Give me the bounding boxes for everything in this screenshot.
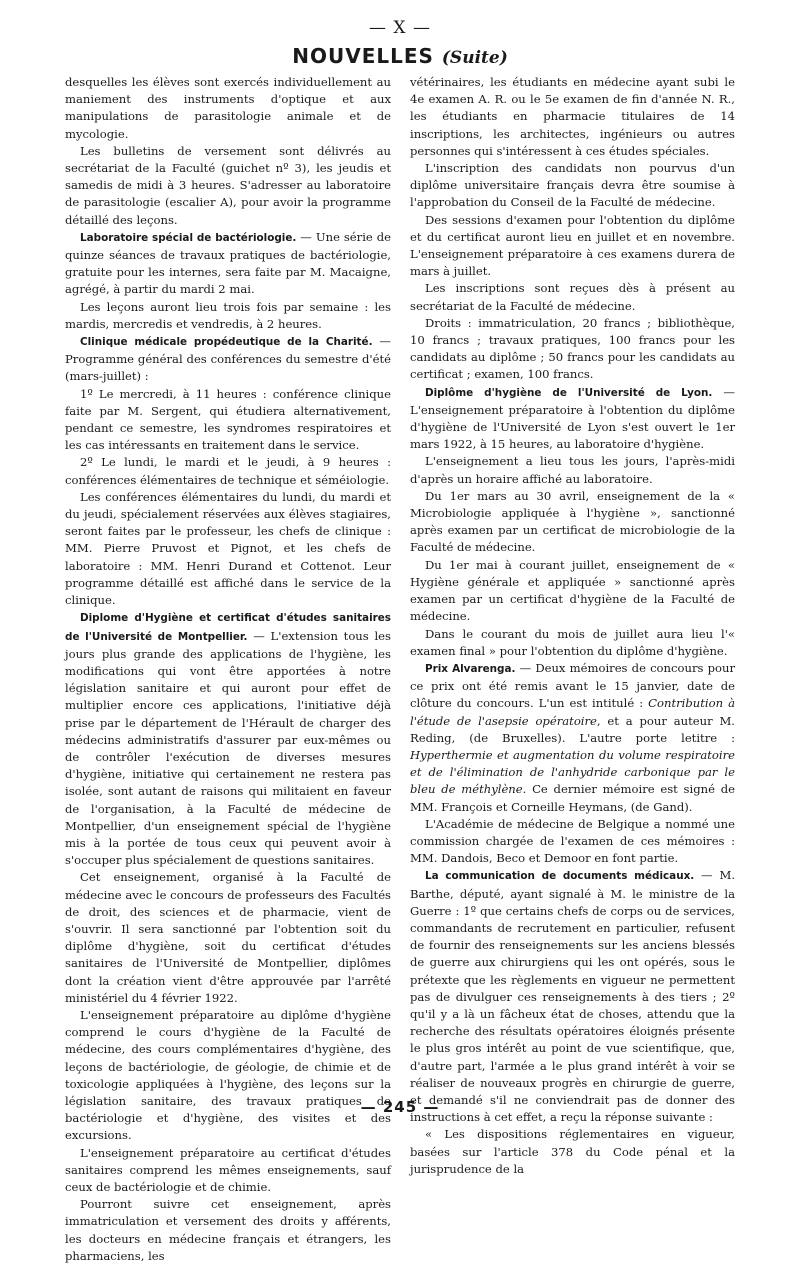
paragraph: Prix Alvarenga. — Deux mémoires de concours pour ce prix ont été remis avant le 15 janvier, date de clôture du concours. L'un est intitulé : Contribution à l'étude de l'asepsie opératoire, et a pour auteur M. Reding, (de Bruxelles). L'autre porte letitre : Hyperthermie et augmentation du volume respiratoire et de l'élimination de l'anhydride carbonique par le bleu de méthylène. Ce dernier mémoire est signé de MM. François et Corneille Heymans, (de Gand). — [410, 660, 736, 814]
paragraph: Droits : immatriculation, 20 francs ; bibliothèque, 10 francs ; travaux pratiques, 100 francs pour les candidats au diplôme ; 50 francs pour les candidats au certificat ; examen, 100 francs. — [410, 315, 735, 382]
paragraph: vétérinaires, les étudiants en médecine ayant subi le 4e examen A. R. ou le 5e examen de fin d'année N. R., les étudiants en pharmacie titulaires de 14 inscriptions, les architectes, ingénieurs ou autres personnes qui s'intéressent à ces études spéciales. — [410, 75, 735, 158]
paragraph: Pourront suivre cet enseignement, après immatriculation et versement des droits y afférents, les docteurs en médecine français et étrangers, les pharmaciens, les — [65, 1197, 391, 1263]
paragraph: « Les dispositions réglementaires en vigueur, basées sur l'article 378 du Code pénal et la jurisprudence de la — [410, 1127, 735, 1176]
section-title — [0, 44, 800, 68]
paragraph: Clinique médicale propédeutique de la Charité. — Programme général des conférences du semestre d'été (mars-juillet) : — [65, 334, 391, 384]
paragraph: Dans le courant du mois de juillet aura lieu l'« examen final » pour l'obtention du diplôme d'hygiène. — [410, 626, 735, 658]
paragraph: Diplome d'Hygiène et certificat d'études sanitaires de l'Université de Montpellier. — L'extension tous les jours plus grande des applications de l'hygiène, les modifications qui vont être apportées à notre législation sanitaire et qui auront pour effet de multiplier encore ces applications, l'initiative déjà prise par le département de l'Hérault de charger des médecins administratifs d'assurer par eux-mêmes ou de contrôler l'exécution de diverses mesures d'hygiène, initiative qui certainement ne restera pas isolée, sont autant de raisons qui militaient en faveur de l'organisation, à la Faculté de médecine de Montpellier, d'un enseignement spécial de l'hygiène mis à la portée de tous ceux qui peuvent avoir à s'occuper plus spécialement de questions sanitaires. — [65, 612, 391, 868]
news-heading: La communication de documents médicaux. — [425, 870, 695, 883]
paragraph: Du 1er mai à courant juillet, enseignement de « Hygiène générale et appliquée » sanctionné après examen par un certificat d'hygiène de la Faculté de médecine. — [410, 557, 735, 624]
paragraph: L'enseignement préparatoire au certificat d'études sanitaires comprend les mêmes enseignements, sauf ceux de bactériologie et de chimie. — [65, 1145, 391, 1194]
news-heading: Diplôme d'hygiène de l'Université de Lyon. — [425, 386, 713, 399]
news-heading: Clinique médicale propédeutique de la Charité. — [80, 336, 373, 349]
paragraph: L'enseignement a lieu tous les jours, l'après-midi d'après un horaire affiché au laboratoire. — [410, 454, 735, 486]
news-heading: Prix Alvarenga. — [425, 662, 516, 675]
paragraph: La communication de documents médicaux. — M. Barthe, député, ayant signalé à M. le ministre de la Guerre : 1º que certains chefs de corps ou de services, commandants de recrutement en particulier, refusent de fournir des renseignements sur les anciens blessés de guerre aux chirurgiens qui les ont opérés, sous le prétexte que les règlements en vigueur ne permettent pas de divulguer ces renseignements à des tiers ; 2º qu'il y a là un fâcheux état de choses, attendu que la recherche des résultats opératoires éloignés présente le plus gros intérêt au point de vue scientifique, que, d'autre part, l'armée a le plus grand intérêt à voir se réaliser de nouveaux progrès en chirurgie de guerre, et demandé s'il ne conviendrait pas de donner des instructions à cet effet, a reçu la réponse suivante : — [410, 868, 736, 1125]
paragraph: Du 1er mars au 30 avril, enseignement de la « Microbiologie appliquée à l'hygiène », sanctionné après examen par un certificat de microbiologie de la Faculté de médecine. — [410, 488, 735, 555]
paragraph: desquelles les élèves sont exercés individuellement au maniement des instruments d'optique et aux manipulations de parasitologie animale et de mycologie. — [65, 75, 391, 141]
paragraph: Les inscriptions sont reçues dès à présent au secrétariat de la Faculté de médecine. — [410, 281, 735, 313]
paragraph: Diplôme d'hygiène de l'Université de Lyon. — L'enseignement préparatoire à l'obtention du diplôme d'hygiène de l'Université de Lyon s'est ouvert le 1er mars 1922, à 15 heures, au laboratoire d'hygiène. — [410, 384, 735, 452]
paragraph: L'Académie de médecine de Belgique a nommé une commission chargée de l'examen de ces mémoires : MM. Dandois, Beco et Demoor en font partie. — [410, 816, 735, 866]
left-column — [65, 74, 391, 1265]
news-heading: Diplome d'Hygiène et certificat d'études sanitaires de l'Université de Montpellier. — [65, 612, 391, 643]
paragraph: L'inscription des candidats non pourvus d'un diplôme universitaire français devra être soumise à l'approbation du Conseil de la Faculté de médecine. — [410, 161, 735, 210]
section-title-text: NOUVELLES — [292, 44, 434, 68]
paragraph: Les bulletins de versement sont délivrés au secrétariat de la Faculté (guichet nº 3), les jeudis et samedis de midi à 3 heures. S'adresser au laboratoire de parasitologie (escalier A), pour avoir la programme détaillé des leçons. — [65, 143, 391, 227]
section-title-suffix: (Suite) — [441, 48, 508, 68]
footer-page-number: — 245 — — [360, 1098, 440, 1116]
paragraph: 1º Le mercredi, à 11 heures : conférence clinique faite par M. Sergent, qui étudiera alternativement, pendant ce semestre, les syndromes respiratoires et les cas intéressants en traitement dans le service. — [65, 386, 391, 453]
paragraph: Cet enseignement, organisé à la Faculté de médecine avec le concours de professeurs des Facultés de droit, des sciences et de pharmacie, vient de s'ouvrir. Il sera sanctionné par l'obtention soit du diplôme d'hygiène, soit du certificat d'études sanitaires de l'Université de Montpellier, diplômes dont la création vient d'être approuvée par l'arrêté ministériel du 4 février 1922. — [65, 870, 391, 1005]
paragraph: 2º Le lundi, le mardi et le jeudi, à 9 heures : conférences élémentaires de technique et séméiologie. — [65, 455, 391, 487]
memoir-title: Contribution à l'étude de l'asepsie opératoire — [410, 696, 736, 728]
right-column — [410, 74, 735, 1178]
paragraph: L'enseignement préparatoire au diplôme d'hygiène comprend le cours d'hygiène de la Faculté de médecine, des cours complémentaires d'hygiène, des leçons de bactériologie, de géologie, de chimie et de toxicologie appliquées à l'hygiène, des leçons sur la législation sanitaire, des travaux pratiques de bactériologie et d'hygiène, des visites et des excursions. — [65, 1007, 391, 1143]
paragraph: Les conférences élémentaires du lundi, du mardi et du jeudi, spécialement réservées aux élèves stagiaires, seront faites par le professeur, les chefs de clinique : MM. Pierre Pruvost et Pignot, et les chefs de laboratoire : MM. Henri Durand et Cottenot. Leur programme détaillé est affiché dans le service de la clinique. — [65, 489, 391, 608]
paragraph: Les leçons auront lieu trois fois par semaine : les mardis, mercredis et vendredis, à 2 heures. — [65, 299, 391, 331]
page-number: — X — — [369, 18, 431, 38]
memoir-title: Hyperthermie et augmentation du volume respiratoire et de l'élimination de l'anhydride carbonique par le bleu de méthylène. — [410, 747, 735, 797]
news-heading: Laboratoire spécial de bactériologie. — [80, 231, 297, 244]
paragraph: Laboratoire spécial de bactériologie. — Une série de quinze séances de travaux pratiques de bactériologie, gratuite pour les internes, sera faite par M. Macaigne, agrégé, à partir du mardi 2 mai. — [65, 229, 391, 297]
paragraph: Des sessions d'examen pour l'obtention du diplôme et du certificat auront lieu en juillet et en novembre. L'enseignement préparatoire à ces examens durera de mars à juillet. — [410, 212, 735, 279]
